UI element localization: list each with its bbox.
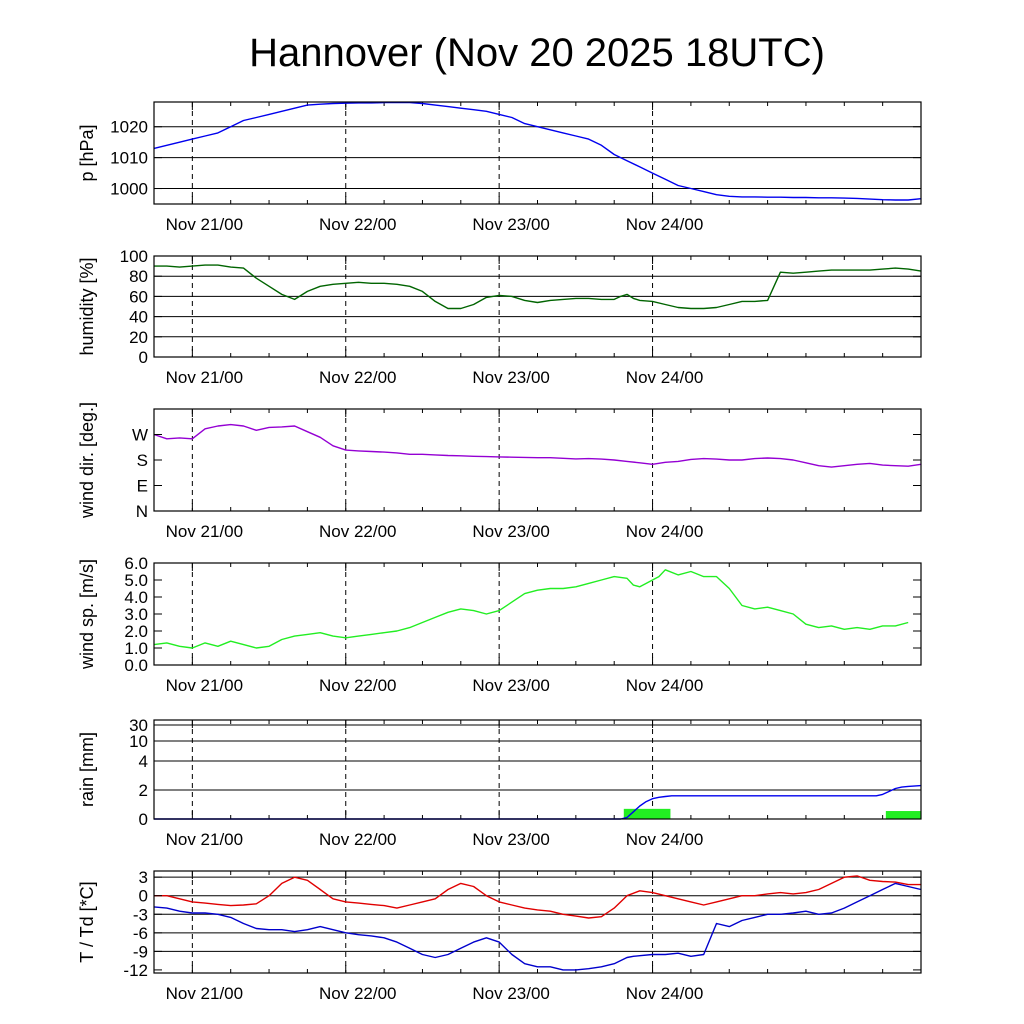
- y-tick-label: W: [131, 425, 148, 445]
- y-tick-label: 3.0: [124, 605, 148, 624]
- y-tick-label: 1010: [110, 148, 148, 168]
- x-tick-label: Nov 23/00: [472, 676, 550, 695]
- series-line-1: [154, 103, 921, 200]
- x-tick-label: Nov 23/00: [472, 215, 550, 234]
- y-tick-label: 10: [129, 732, 148, 751]
- x-tick-label: Nov 21/00: [165, 522, 244, 541]
- y-axis-label: wind dir. [deg.]: [77, 401, 97, 519]
- panel-4: [77, 554, 921, 695]
- panel-6: [77, 868, 921, 1003]
- rain-bar-2: [886, 811, 921, 819]
- chart-title: Hannover (Nov 20 2025 18UTC): [249, 31, 825, 75]
- y-tick-label: 100: [119, 247, 148, 266]
- x-tick-label: Nov 24/00: [625, 368, 704, 387]
- x-tick-label: Nov 22/00: [319, 984, 397, 1003]
- x-tick-label: Nov 24/00: [625, 984, 704, 1003]
- y-tick-label: -9: [132, 942, 148, 962]
- x-tick-label: Nov 21/00: [165, 676, 244, 695]
- panel-frame: [154, 409, 921, 511]
- y-tick-label: 80: [129, 267, 148, 287]
- y-tick-label: 2: [138, 781, 148, 800]
- panel-5: [77, 716, 921, 849]
- y-tick-label: 5.0: [124, 571, 148, 590]
- panel-frame: [154, 871, 921, 973]
- y-tick-label: 30: [129, 716, 148, 735]
- x-tick-label: Nov 23/00: [472, 830, 550, 849]
- series-line-1: [154, 570, 908, 648]
- y-axis-label: rain [mm]: [77, 731, 97, 808]
- panel-frame: [154, 256, 921, 357]
- panels: [77, 102, 921, 1003]
- y-tick-label: N: [135, 502, 148, 521]
- y-tick-label: 1000: [110, 179, 148, 199]
- y-tick-label: 40: [129, 307, 148, 327]
- x-tick-label: Nov 23/00: [472, 522, 550, 541]
- x-tick-label: Nov 24/00: [625, 830, 704, 849]
- x-tick-label: Nov 23/00: [472, 368, 550, 387]
- y-tick-label: 0: [138, 348, 148, 367]
- y-tick-label: 3: [138, 868, 148, 888]
- panel-2: [77, 247, 921, 387]
- x-tick-label: Nov 24/00: [625, 522, 704, 541]
- panel-frame: [154, 563, 921, 665]
- y-tick-label: -6: [132, 923, 148, 943]
- x-tick-label: Nov 22/00: [319, 368, 397, 387]
- y-tick-label: 1020: [110, 117, 148, 137]
- y-tick-label: 1.0: [124, 639, 148, 658]
- x-tick-label: Nov 22/00: [319, 522, 397, 541]
- y-tick-label: -12: [123, 960, 148, 980]
- y-tick-label: E: [136, 476, 148, 496]
- y-tick-label: 20: [129, 327, 148, 347]
- y-axis-label: humidity [%]: [77, 257, 97, 356]
- y-tick-label: 60: [129, 287, 148, 307]
- y-tick-label: 4.0: [124, 588, 148, 607]
- series-line-1: [154, 786, 921, 819]
- panel-3: [77, 402, 921, 541]
- x-tick-label: Nov 21/00: [165, 984, 244, 1003]
- y-tick-label: 0: [138, 886, 148, 906]
- x-tick-label: Nov 21/00: [165, 215, 244, 234]
- panel-1: [77, 102, 921, 234]
- y-tick-label: 2.0: [124, 622, 148, 641]
- y-axis-label: wind sp. [m/s]: [77, 558, 97, 670]
- y-axis-label: p [hPa]: [77, 124, 97, 182]
- y-tick-label: -3: [132, 905, 148, 925]
- y-tick-label: S: [136, 451, 148, 470]
- x-tick-label: Nov 23/00: [472, 984, 550, 1003]
- y-tick-label: 4: [138, 752, 148, 771]
- y-tick-label: 0.0: [124, 656, 148, 675]
- x-tick-label: Nov 22/00: [319, 676, 397, 695]
- x-tick-label: Nov 24/00: [625, 676, 704, 695]
- panel-frame: [154, 720, 921, 819]
- x-tick-label: Nov 21/00: [165, 830, 244, 849]
- x-tick-label: Nov 21/00: [165, 368, 244, 387]
- y-axis-label: T / Td [*C]: [77, 881, 97, 963]
- y-tick-label: 6.0: [124, 554, 148, 573]
- x-tick-label: Nov 22/00: [319, 830, 397, 849]
- x-tick-label: Nov 22/00: [319, 215, 397, 234]
- x-tick-label: Nov 24/00: [625, 215, 704, 234]
- y-tick-label: 0: [138, 810, 148, 829]
- series-line-1: [154, 265, 921, 308]
- series-line-1: [154, 425, 921, 468]
